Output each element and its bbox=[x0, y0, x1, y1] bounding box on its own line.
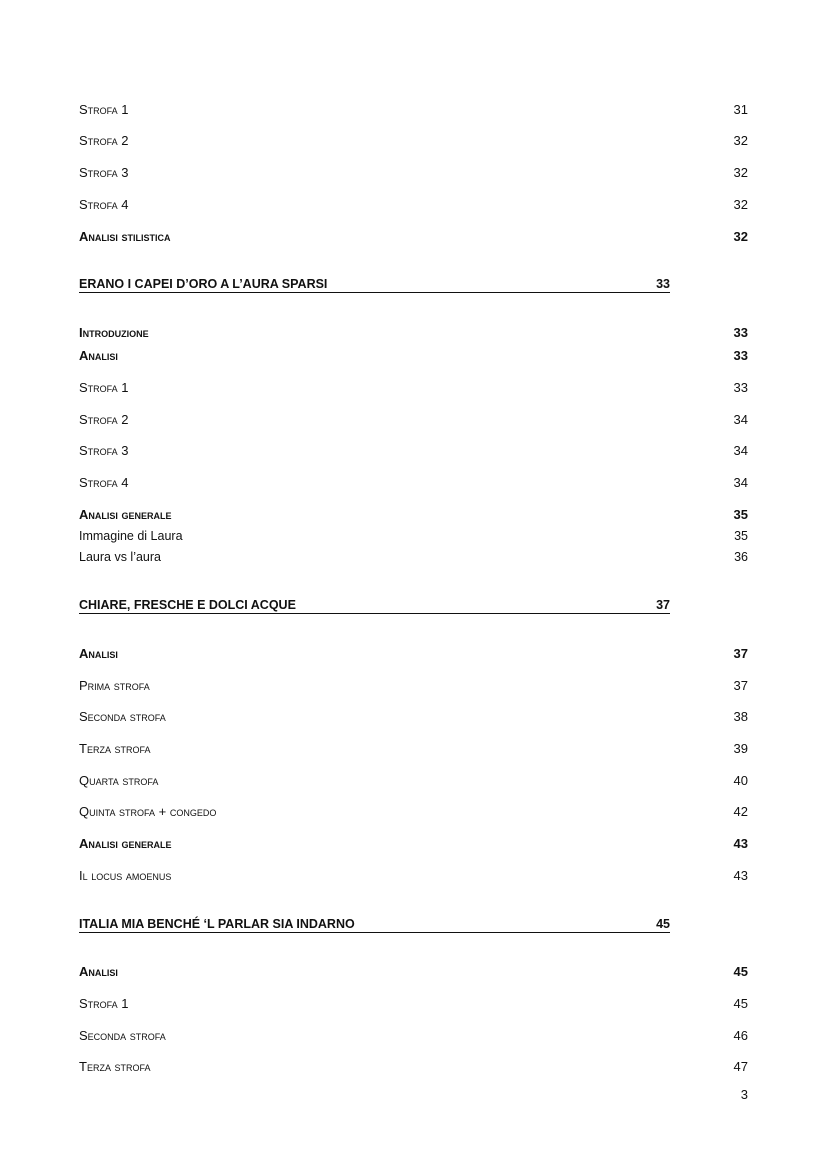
toc-entry[interactable] bbox=[79, 441, 748, 459]
toc-entry-label: Analisi bbox=[79, 963, 118, 979]
toc-entry[interactable] bbox=[79, 1026, 748, 1044]
toc-entry-label: Analisi generale bbox=[79, 835, 172, 851]
toc-chapter-heading[interactable] bbox=[79, 594, 670, 614]
toc-entry[interactable] bbox=[79, 378, 748, 396]
toc-entry-label: Strofa 3 bbox=[79, 442, 129, 458]
toc-entry[interactable] bbox=[79, 1057, 748, 1075]
toc-entry[interactable] bbox=[79, 739, 748, 757]
toc-entry-page: 45 bbox=[733, 963, 748, 979]
toc-section-entry[interactable] bbox=[79, 346, 748, 364]
toc-entry-page: 34 bbox=[733, 442, 748, 458]
toc-entry-label: Terza strofa bbox=[79, 1058, 151, 1074]
toc-entry-label: Quinta strofa + congedo bbox=[79, 803, 217, 819]
toc-entry-page: 31 bbox=[733, 101, 748, 117]
toc-entry[interactable] bbox=[79, 994, 748, 1012]
toc-entry[interactable] bbox=[79, 163, 748, 181]
toc-chapter-page: 37 bbox=[656, 598, 670, 612]
toc-entry-page: 37 bbox=[733, 677, 748, 693]
toc-entry-label: Strofa 2 bbox=[79, 411, 129, 427]
toc-entry[interactable] bbox=[79, 131, 748, 149]
toc-section-entry[interactable] bbox=[79, 323, 748, 341]
toc-entry-page: 34 bbox=[733, 474, 748, 490]
toc-entry-label: Introduzione bbox=[79, 324, 149, 340]
toc-subentry[interactable] bbox=[79, 548, 748, 566]
toc-entry[interactable] bbox=[79, 866, 748, 884]
toc-entry-label: Analisi generale bbox=[79, 506, 172, 522]
toc-entry-page: 39 bbox=[733, 740, 748, 756]
toc-entry-page: 45 bbox=[733, 995, 748, 1011]
toc-chapter-label: ERANO I CAPEI D’ORO A L’AURA SPARSI bbox=[79, 277, 328, 291]
toc-entry-page: 32 bbox=[733, 228, 748, 244]
toc-entry-label: Strofa 2 bbox=[79, 132, 129, 148]
toc-entry[interactable] bbox=[79, 771, 748, 789]
toc-chapter-heading[interactable] bbox=[79, 913, 670, 933]
toc-section-entry[interactable] bbox=[79, 834, 748, 852]
toc-section-entry[interactable] bbox=[79, 644, 748, 662]
toc-entry-label: Terza strofa bbox=[79, 740, 151, 756]
toc-entry[interactable] bbox=[79, 473, 748, 491]
toc-entry-page: 33 bbox=[733, 379, 748, 395]
toc-entry-label: Seconda strofa bbox=[79, 708, 166, 724]
toc-entry-label: Immagine di Laura bbox=[79, 529, 183, 543]
toc-entry-page: 46 bbox=[733, 1027, 748, 1043]
toc-entry-label: Laura vs l’aura bbox=[79, 550, 161, 564]
toc-entry-label: Strofa 3 bbox=[79, 164, 129, 180]
toc-entry-label: Analisi stilistica bbox=[79, 228, 171, 244]
toc-entry-label: Strofa 4 bbox=[79, 196, 129, 212]
toc-entry-page: 40 bbox=[733, 772, 748, 788]
toc-entry-page: 35 bbox=[734, 529, 748, 543]
toc-chapter-label: ITALIA MIA BENCHÉ ‘L PARLAR SIA INDARNO bbox=[79, 917, 355, 931]
toc-entry-label: Prima strofa bbox=[79, 677, 150, 693]
page-number: 3 bbox=[740, 1087, 748, 1102]
toc-entry-page: 33 bbox=[733, 324, 748, 340]
toc-chapter-page: 45 bbox=[656, 917, 670, 931]
toc-entry-page: 33 bbox=[733, 347, 748, 363]
toc-entry-label: Quarta strofa bbox=[79, 772, 159, 788]
toc-entry-label: Strofa 1 bbox=[79, 379, 129, 395]
toc-section-entry[interactable] bbox=[79, 962, 748, 980]
toc-entry-page: 43 bbox=[733, 867, 748, 883]
toc-entry[interactable] bbox=[79, 100, 748, 118]
toc-section-entry[interactable] bbox=[79, 227, 748, 245]
toc-entry[interactable] bbox=[79, 195, 748, 213]
toc-entry-label: Strofa 1 bbox=[79, 995, 129, 1011]
toc-entry-page: 47 bbox=[733, 1058, 748, 1074]
toc-subentry[interactable] bbox=[79, 527, 748, 545]
toc-entry[interactable] bbox=[79, 707, 748, 725]
toc-entry-label: Il locus amoenus bbox=[79, 867, 172, 883]
toc-entry-page: 42 bbox=[733, 803, 748, 819]
toc-section-entry[interactable] bbox=[79, 505, 748, 523]
toc-entry-label: Seconda strofa bbox=[79, 1027, 166, 1043]
toc-entry-page: 32 bbox=[733, 196, 748, 212]
toc-chapter-heading[interactable] bbox=[79, 273, 670, 293]
toc-entry-label: Analisi bbox=[79, 347, 118, 363]
toc-entry-label: Strofa 4 bbox=[79, 474, 129, 490]
toc-entry[interactable] bbox=[79, 676, 748, 694]
toc-entry[interactable] bbox=[79, 410, 748, 428]
toc-entry-page: 32 bbox=[733, 164, 748, 180]
toc-entry-page: 34 bbox=[733, 411, 748, 427]
toc-entry-label: Analisi bbox=[79, 645, 118, 661]
toc-entry-page: 32 bbox=[733, 132, 748, 148]
toc-entry[interactable] bbox=[79, 802, 748, 820]
toc-chapter-page: 33 bbox=[656, 277, 670, 291]
toc-entry-label: Strofa 1 bbox=[79, 101, 129, 117]
toc-entry-page: 38 bbox=[733, 708, 748, 724]
toc-entry-page: 35 bbox=[733, 506, 748, 522]
toc-entry-page: 37 bbox=[733, 645, 748, 661]
toc-entry-page: 43 bbox=[733, 835, 748, 851]
toc-entry-page: 36 bbox=[734, 550, 748, 564]
toc-chapter-label: CHIARE, FRESCHE E DOLCI ACQUE bbox=[79, 598, 296, 612]
